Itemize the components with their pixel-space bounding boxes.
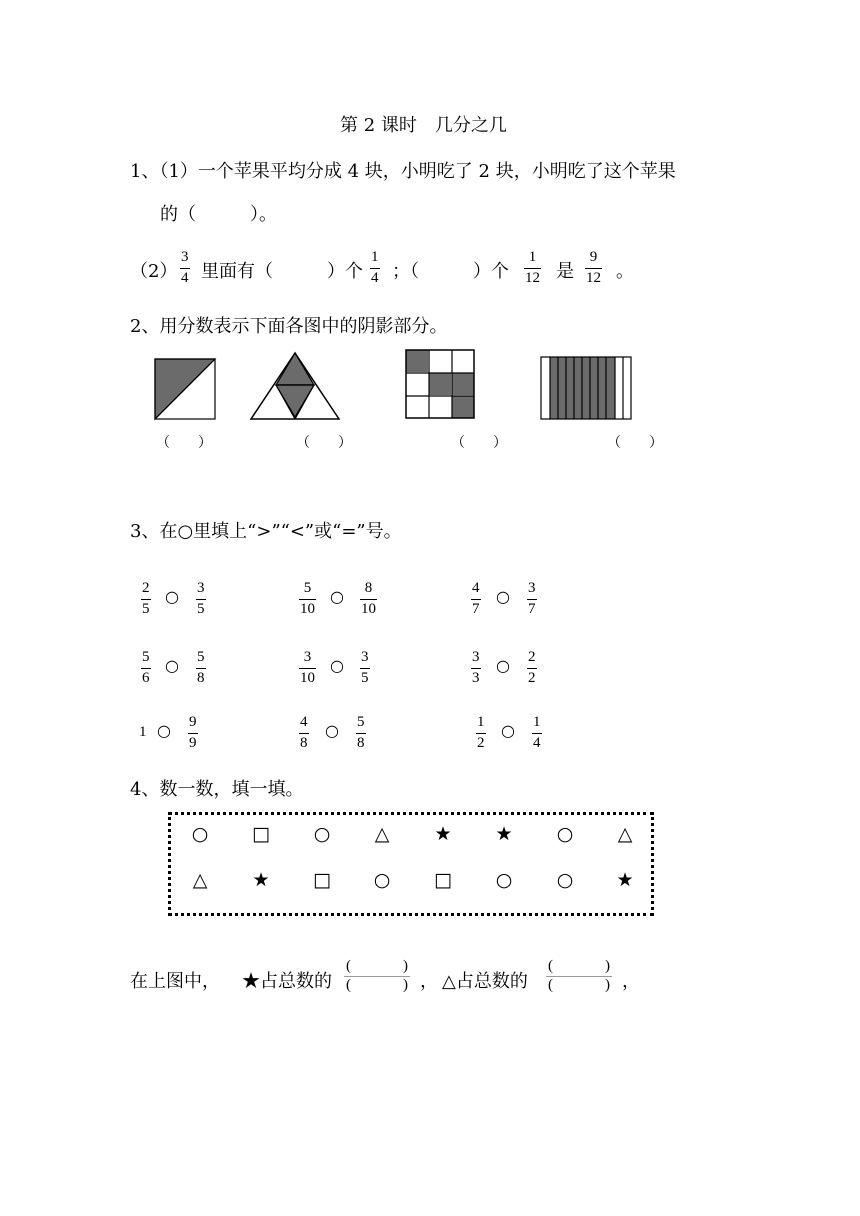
q3-r2c3-right: 2 2 [528, 649, 536, 686]
shape-cell: ★ [616, 869, 634, 891]
q3-r1c3-left: 4 7 [472, 580, 480, 617]
shape-cell: ○ [556, 869, 574, 891]
q3-r3c3-right: 1 4 [533, 714, 541, 751]
compare-circle[interactable]: ○ [325, 721, 339, 740]
shape-cell: ○ [313, 823, 331, 845]
numerator: 1 [528, 249, 537, 265]
figure-grid-3x3 [406, 350, 474, 418]
q1-text-b: ；（ ）个 [392, 261, 509, 282]
compare-circle[interactable]: ○ [165, 587, 179, 606]
shape-cell: ★ [495, 823, 513, 845]
denominator: 12 [586, 270, 601, 286]
fraction-3-4 [180, 249, 190, 287]
shapes-box [168, 812, 654, 916]
fraction-1-4 [370, 249, 380, 287]
fraction-1-12 [524, 249, 541, 287]
q1-text-d: 。 [616, 261, 634, 282]
q1-part2-prefix: （2） [130, 261, 178, 282]
q3-r3c1-right: 9 9 [189, 714, 197, 751]
q3-r1c2-right: 8 10 [361, 580, 376, 617]
q3-r2c2-left: 3 10 [300, 649, 315, 686]
shape-cell: ★ [434, 823, 452, 845]
numerator: 1 [371, 249, 379, 265]
q2-answer-blank-4[interactable]: （ ） [607, 435, 663, 451]
q3-r1c2-left: 5 10 [300, 580, 315, 617]
q3-r2c3-left: 3 3 [472, 649, 480, 686]
shape-cell: ○ [373, 869, 391, 891]
fraction-9-12 [585, 249, 602, 287]
q1-text-c: 是 [556, 261, 574, 282]
shape-cell: ○ [191, 823, 209, 845]
figure-triangle-quarters [251, 353, 339, 419]
q3-heading: 3、在○里填上“>”“<”或“=”号。 [130, 521, 402, 542]
denominator: 12 [525, 270, 540, 286]
compare-circle[interactable]: ○ [330, 656, 344, 675]
q3-r1c1-left: 2 5 [142, 580, 150, 617]
figure-bar-strips [541, 357, 631, 419]
compare-circle[interactable]: ○ [330, 587, 344, 606]
q2-heading: 2、用分数表示下面各图中的阴影部分。 [130, 316, 448, 337]
shape-cell: ★ [252, 869, 270, 891]
q2-answer-blank-2[interactable]: （ ） [296, 435, 352, 451]
q3-r1c3-right: 3 7 [528, 580, 536, 617]
denominator: 4 [371, 270, 379, 286]
q2-answer-blank-1[interactable]: （ ） [156, 435, 212, 451]
q4-comma-1: ， [420, 971, 438, 992]
q4-heading: 4、数一数，填一填。 [130, 779, 304, 800]
q4-comma-2: ， [622, 971, 640, 992]
shape-cell: △ [374, 823, 390, 845]
triangle-fraction-blank[interactable]: ( ) ( ) [548, 958, 610, 993]
q3-r3c3-left: 1 2 [477, 714, 485, 751]
figure-square-diagonal [155, 359, 215, 419]
shape-cell: □ [313, 869, 331, 891]
q2-figures [0, 345, 860, 425]
shape-cell: △ [192, 869, 208, 891]
shape-cell: ○ [556, 823, 574, 845]
denominator: 4 [181, 270, 189, 286]
q3-r3c2-left: 4 8 [300, 714, 308, 751]
q1-part1-line1: 1、（1）一个苹果平均分成 4 块，小明吃了 2 块，小明吃了这个苹果 [130, 161, 676, 182]
q3-r3c2-right: 5 8 [357, 714, 365, 751]
q2-answer-blank-3[interactable]: （ ） [451, 435, 507, 451]
q1-part1-line2: 的（ ）。 [160, 204, 277, 225]
shape-cell: ○ [495, 869, 513, 891]
q3-r2c2-right: 3 5 [361, 649, 369, 686]
compare-circle[interactable]: ○ [496, 656, 510, 675]
q3-r2c1-left: 5 6 [142, 649, 150, 686]
shape-cell: □ [252, 823, 270, 845]
page-title: 第 2 课时 几分之几 [340, 115, 507, 136]
q4-triangle-label: △占总数的 [442, 971, 528, 992]
compare-circle[interactable]: ○ [501, 721, 515, 740]
q3-r1c1-right: 3 5 [197, 580, 205, 617]
compare-circle[interactable]: ○ [165, 656, 179, 675]
star-fraction-blank[interactable]: ( ) ( ) [346, 958, 408, 993]
shape-cell: □ [434, 869, 452, 891]
q4-star-label: ★占总数的 [242, 971, 332, 992]
q3-r2c1-right: 5 8 [197, 649, 205, 686]
compare-circle[interactable]: ○ [157, 721, 171, 740]
compare-circle[interactable]: ○ [496, 587, 510, 606]
shape-cell: △ [617, 823, 633, 845]
q3-r3c1-whole: 1 [139, 724, 147, 740]
q1-text-a: 里面有（ ）个 [201, 261, 363, 282]
q4-sentence-prefix: 在上图中， [130, 971, 220, 992]
numerator: 9 [589, 249, 598, 265]
numerator: 3 [181, 249, 189, 265]
